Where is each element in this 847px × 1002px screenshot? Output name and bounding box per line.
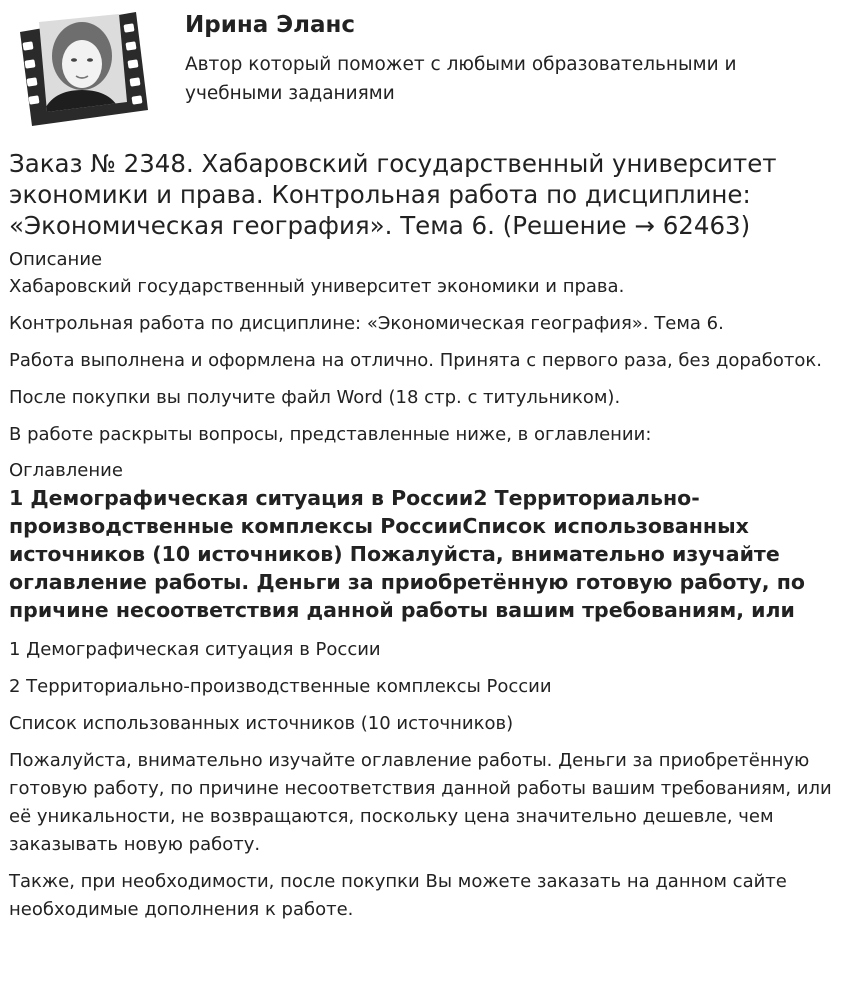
toc-item: 2 Территориально-производственные комплексы России	[9, 676, 552, 697]
toc-summary: 1 Демографическая ситуация в России2 Территориально-производственные комплексы РоссииСписок использованных источников (10 источников) Пожалуйста, внимательно изучайте оглавление работы. Деньги за приобретённую готовую работу, по причине несоответствия данной работы вашим требованиям, или	[9, 486, 805, 622]
toc-list	[9, 636, 841, 924]
toc-item: Пожалуйста, внимательно изучайте оглавление работы. Деньги за приобретённую готовую работу, по причине несоответствия данной работы вашим требованиям, или её уникальности, не возвращаются, поскольку цена значительно дешевле, чем заказывать новую работу.	[9, 750, 832, 855]
description-paragraph: Работа выполнена и оформлена на отлично. Принята с первого раза, без доработок.	[9, 350, 823, 371]
page-title: Заказ № 2348. Хабаровский государственный университет экономики и права. Контрольная работа по дисциплине: «Экономическая география». Тема 6. (Решение → 62463)	[9, 149, 777, 240]
description-section	[9, 273, 841, 449]
toc-label: Оглавление	[9, 460, 123, 481]
description-label: Описание	[9, 249, 103, 270]
order-content	[9, 148, 841, 933]
description-paragraph: Хабаровский государственный университет экономики и права.	[9, 276, 625, 297]
toc-item: Список использованных источников (10 источников)	[9, 713, 514, 734]
description-paragraph: В работе раскрыты вопросы, представленные ниже, в оглавлении:	[9, 424, 652, 445]
description-paragraph: Контрольная работа по дисциплине: «Экономическая география». Тема 6.	[9, 313, 724, 334]
author-avatar[interactable]	[6, 6, 154, 128]
avatar-image	[6, 6, 154, 128]
toc-item: Также, при необходимости, после покупки Вы можете заказать на данном сайте необходимые дополнения к работе.	[9, 871, 787, 920]
author-name[interactable]: Ирина Эланс	[185, 12, 356, 38]
author-description: Автор который поможет с любыми образовательными и учебными заданиями	[185, 54, 737, 104]
description-paragraph: После покупки вы получите файл Word (18 стр. с титульником).	[9, 387, 621, 408]
author-header	[0, 0, 847, 140]
toc-item: 1 Демографическая ситуация в России	[9, 639, 381, 660]
